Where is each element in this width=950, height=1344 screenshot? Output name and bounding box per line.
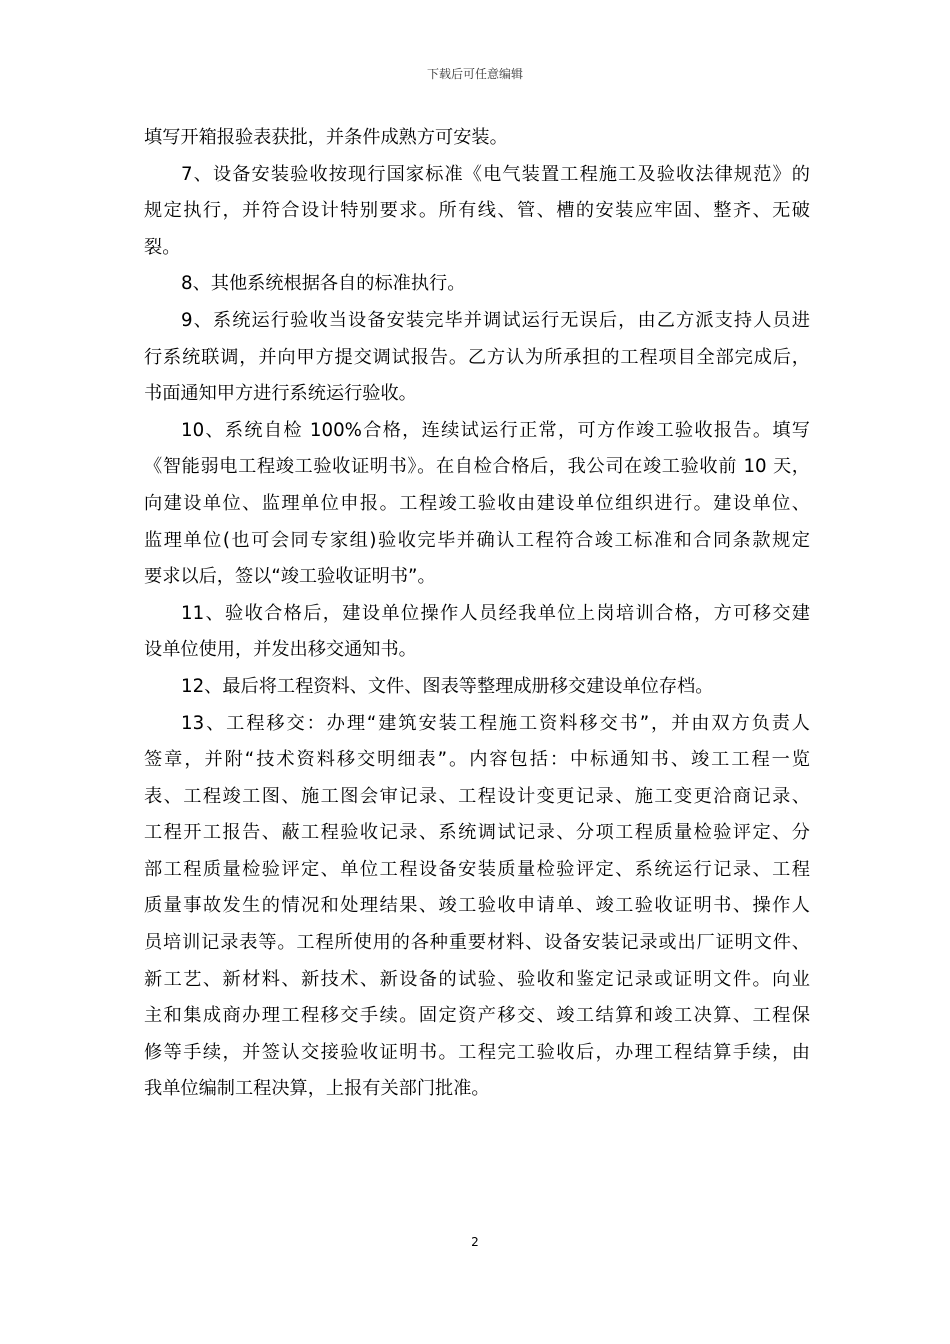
text-line: 向建设单位、监理单位申报。工程竣工验收由建设单位组织进行。建设单位、 [144,492,810,514]
text-line: 员培训记录表等。工程所使用的各种重要材料、设备安装记录或出厂证明文件、 [144,932,810,954]
text-line: 修等手续，并签认交接验收证明书。工程完工验收后，办理工程结算手续，由 [144,1041,810,1063]
text-line: 《智能弱电工程竣工验收证明书》。在自检合格后，我公司在竣工验收前 10 天， [144,456,810,478]
text-line: 工程开工报告、蔽工程验收记录、系统调试记录、分项工程质量检验评定、分 [144,822,810,844]
text-line: 行系统联调，并向甲方提交调试报告。乙方认为所承担的工程项目全部完成后， [144,346,810,368]
text-line: 表、工程竣工图、施工图会审记录、工程设计变更记录、施工变更洽商记录、 [144,785,810,807]
text-line: 质量事故发生的情况和处理结果、竣工验收申请单、竣工验收证明书、操作人 [144,895,810,917]
text-line: 我单位编制工程决算，上报有关部门批准。 [144,1078,490,1100]
text-line: 12、最后将工程资料、文件、图表等整理成册移交建设单位存档。 [181,675,714,697]
text-line: 9、系统运行验收当设备安装完毕并调试运行无误后，由乙方派支持人员进 [181,309,810,331]
text-line: 部工程质量检验评定、单位工程设备安装质量检验评定、系统运行记录、工程 [144,858,810,880]
text-line: 13、工程移交：办理“建筑安装工程施工资料移交书”，并由双方负责人 [181,712,810,734]
text-line: 签章，并附“技术资料移交明细表”。内容包括：中标通知书、竣工工程一览 [144,749,810,771]
text-line: 书面通知甲方进行系统运行验收。 [144,383,417,405]
document-body [144,120,810,1108]
page-number: 2 [471,1235,479,1249]
text-line: 7、设备安装验收按现行国家标准《电气装置工程施工及验收法律规范》的 [181,163,810,185]
text-line: 主和集成商办理工程移交手续。固定资产移交、竣工结算和竣工决算、工程保 [144,1005,810,1027]
text-line: 要求以后，签以“竣工验收证明书”。 [144,566,436,588]
page-header: 下载后可任意编辑 [426,67,523,81]
text-line: 监理单位(也可会同专家组)验收完毕并确认工程符合竣工标准和合同条款规定 [144,529,810,551]
text-line: 裂。 [144,236,181,258]
text-line: 新工艺、新材料、新技术、新设备的试验、验收和鉴定记录或证明文件。向业 [144,968,810,990]
text-line: 填写开箱报验表获批，并条件成熟方可安装。 [144,127,508,148]
text-line: 10、系统自检 100%合格，连续试运行正常，可方作竣工验收报告。填写 [181,419,810,441]
text-line: 设单位使用，并发出移交通知书。 [144,639,417,661]
text-line: 8、其他系统根据各自的标准执行。 [181,273,466,295]
text-line: 11、验收合格后，建设单位操作人员经我单位上岗培训合格，方可移交建 [181,602,810,624]
text-line: 规定执行，并符合设计特别要求。所有线、管、槽的安装应牢固、整齐、无破 [144,200,810,222]
